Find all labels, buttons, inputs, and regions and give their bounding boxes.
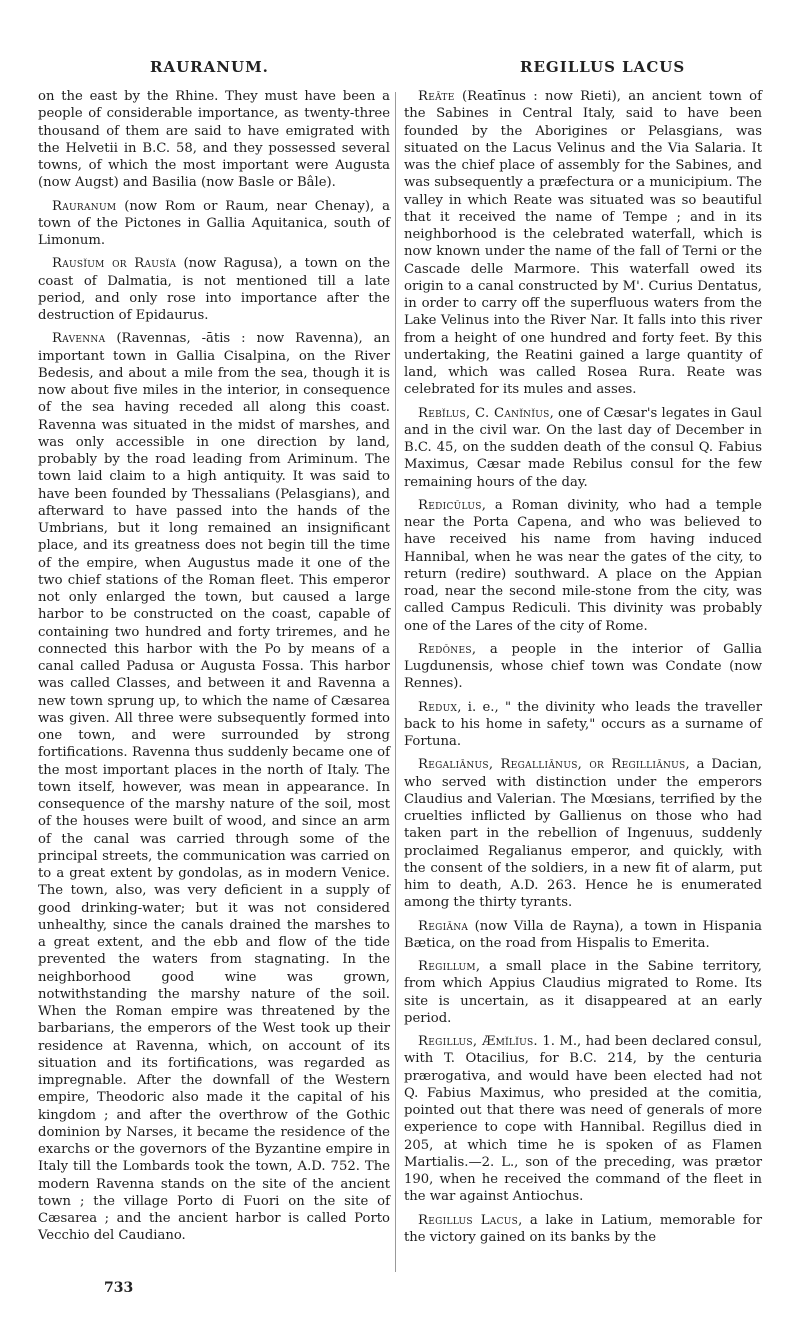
entry-headword: Ravenna	[52, 331, 106, 347]
entry-headword: Regaliānus, Regalliānus, or Regilliānus	[418, 757, 686, 773]
entry-headword: Redux	[418, 699, 458, 715]
entry-text: a Dacian, who served with distinction under the emperors Claudius and Valerian. The Mœsians, terrified by the cruelties inflicted by Gallienus on those who had taken part in the rebellion of Ingenuus, suddenly proclaimed Regalianus emperor, and quickly, with the consent of the soldiers, in a new fit of alarm, put him to death, A.D. 263. Hence he is enumerated among the thirty tyrants.	[404, 757, 763, 911]
entry-text: a lake in Latium, memorable for the victory gained on its banks by the	[404, 1212, 762, 1245]
entry: Rebĭlus, C. Canĭnĭus, one of Cæsar's legates in Gaul and in the civil war. On the last day of December in B.C. 45, on the sudden death of the consul Q. Fabius Maximus, Cæsar made Rebilus consul for the few remaining hours of the day.	[404, 405, 762, 490]
entry-headword: Regillus, Æmĭlĭus.	[418, 1034, 538, 1049]
entry	[38, 198, 390, 250]
entry-text: a Roman divinity, who had a temple near the Porta Capena, and who was believed to have received his name from having induced Hannibal, when he was near the gates of the city, to return (redire) southward. A place on the Appian road, near the second mile-stone from the city, was called Campus Rediculi. This divinity was probably one of the Lares of the city of Rome.	[404, 497, 762, 634]
entry	[38, 255, 390, 324]
entry-text: 1. M., had been declared consul, with T. Otacilius, for B.C. 214, by the centuria prærogativa, and would have been elected had not Q. Fabius Maximus, who presided at the comitia, pointed out that there was need of generals of more experience to cope with Hannibal. Regillus died in 205, at which time he is spoken of as Flamen Martialis.—2. L., son of the preceding, was prætor 190, when he received the command of the fleet in the war against Antiochus.	[404, 1034, 762, 1205]
entry-text: one of Cæsar's legates in Gaul and in the civil war. On the last day of December in B.C. 45, on the sudden death of the consul Q. Fabius Maximus, Cæsar made Rebilus consul for the few remaining hours of the day.	[404, 405, 762, 490]
entry-text: i. e., " the divinity who leads the traveller back to his home in safety," occurs as a surname of Fortuna.	[404, 699, 762, 749]
entry-text: a small place in the Sabine territory, from which Appius Claudius migrated to Rome. Its site is uncertain, as it disappeared at an early period.	[404, 959, 762, 1026]
entry: Regillus Lacus, a lake in Latium, memorable for the victory gained on its banks by the	[404, 1212, 762, 1245]
entry-text: (now Ragusa), a town on the coast of Dalmatia, is not mentioned till a late period, and only rose into importance after the destruction of Epidaurus.	[38, 256, 390, 323]
entry-headword: Redŏnes	[418, 641, 472, 657]
entry-headword: Redicŭlus	[418, 497, 482, 513]
entry-headword: Reāte	[418, 89, 455, 104]
entry-text: on the east by the Rhine. They must have been a people of considerable importance, as twenty-three thousand of them are said to have emigrated with the Helvetii in B.C. 58, and they possessed several towns, of which the most important were Augusta (now Augst) and Basilia (now Basle or Bâle).	[38, 89, 390, 191]
entry: Redŏnes, a people in the interior of Gallia Lugdunensis, whose chief town was Condate (now Rennes).	[404, 641, 762, 692]
header-left: RAURANUM.	[150, 58, 269, 76]
entry	[404, 1033, 762, 1206]
entry: Redux, i. e., " the divinity who leads the traveller back to his home in safety," occurs as a surname of Fortuna.	[404, 699, 762, 749]
entry-headword: Rebĭlus, C. Canĭnĭus	[418, 405, 550, 421]
entry-headword: Regillum	[418, 959, 476, 974]
entry-text: (Reatīnus : now Rieti), an ancient town of the Sabines in Central Italy, said to have been founded by the Aborigines or Pelasgians, was situated on the Lacus Velinus and the Via Salaria. It was the chief place of assembly for the Sabines, and was subsequently a præfectura or a municipium. The valley in which Reate was situated was so beautiful that it received the name of Tempe ; and in its neighborhood is the celebrated waterfall, which is now known under the name of the fall of Terni or the Cascade delle Marmore. This waterfall owed its origin to a canal constructed by M'. Curius Dentatus, in order to carry off the superfluous waters from the Lake Velinus into the River Nar. It falls into this river from a height of one hundred and forty feet. By this undertaking, the Reatini gained a large quantity of land, which was called Rosea Rura. Reate was celebrated for its mules and asses.	[404, 89, 762, 398]
running-header	[0, 58, 800, 84]
right-column	[404, 88, 762, 1252]
left-column	[38, 88, 390, 1251]
entry-text: a people in the interior of Gallia Lugdunensis, whose chief town was Condate (now Rennes).	[404, 641, 762, 692]
entry	[404, 918, 762, 953]
entry-headword: Regiāna	[418, 918, 469, 934]
entry-text: (Ravennas, -ātis : now Ravenna), an important town in Gallia Cisalpina, on the River Bedesis, and about a mile from the sea, though it is now about five miles in the interior, in consequence of the sea having receded all along this coast. Ravenna was situated in the midst of marshes, and was only accessible in one direction by land, probably by the road leading from Ariminum. The town laid claim to a high antiquity. It was said to have been founded by Thessalians (Pelasgians), and afterward to have passed into the hands of the Umbrians, but it long remained an insignificant place, and its greatness does not begin till the time of the empire, when Augustus made it one of the two chief stations of the Roman fleet. This emperor not only enlarged the town, but caused a large harbor to be constructed on the coast, capable of containing two hundred and forty triremes, and he connected this harbor with the Po by means of a canal called Padusa or Augusta Fossa. This harbor was called Classes, and between it and Ravenna a new town sprung up, to which the name of Cæsarea was given. All three were subsequently formed into one town, and were surrounded by strong fortifications. Ravenna thus suddenly became one of the most important places in the north of Italy. The town itself, however, was mean in appearance. In consequence of the marshy nature of the soil, most of the houses were built of wood, and since an arm of the canal was carried through some of the principal streets, the communication was carried on to a great extent by gondolas, as in modern Venice. The town, also, was very deficient in a supply of good drinking-water; but it was not considered unhealthy, since the canals drained the marshes to a great extent, and the ebb and flow of the tide prevented the waters from stagnating. In the neighborhood good wine was grown, notwithstanding the marshy nature of the soil. When the Roman empire was threatened by the barbarians, the emperors of the West took up their residence at Ravenna, which, on account of its situation and its fortifications, was regarded as impregnable. After the downfall of the Western empire, Theodoric also made it the capital of his kingdom ; and after the overthrow of the Gothic dominion by Narses, it became the residence of the exarchs or the governors of the Byzantine empire in Italy till the Lombards took the town, A.D. 752. The modern Ravenna stands on the site of the ancient town ; the village Porto di Fuori on the site of Cæsarea ; and the ancient harbor is called Porto Vecchio del Caudiano.	[38, 331, 390, 1244]
entry-text: (now Rom or Raum, near Chenay), a town of the Pictones in Gallia Aquitanica, south of Limonum.	[38, 198, 390, 248]
entry: Redicŭlus, a Roman divinity, who had a temple near the Porta Capena, and who was believed to have received his name from having induced Hannibal, when he was near the gates of the city, to return (redire) southward. A place on the Appian road, near the second mile-stone from the city, was called Campus Rediculi. This divinity was probably one of the Lares of the city of Rome.	[404, 497, 762, 634]
header-right: REGILLUS LACUS	[520, 58, 686, 76]
entry-headword: Regillus Lacus	[418, 1212, 519, 1228]
column-divider	[395, 92, 396, 1272]
entry-headword: Rausĭum or Rausĭa	[52, 256, 177, 272]
entry-text: (now Villa de Rayna), a town in Hispania Bætica, on the road from Hispalis to Emerita.	[404, 918, 762, 951]
entry: Regaliānus, Regalliānus, or Regilliānus, a Dacian, who served with distinction under the emperors Claudius and Valerian. The Mœsians, terrified by the cruelties inflicted by Gallienus on those who had taken part in the rebellion of Ingenuus, suddenly proclaimed Regalianus emperor, and quickly, with the consent of the soldiers, in a new fit of alarm, put him to death, A.D. 263. Hence he is enumerated among the thirty tyrants.	[404, 757, 763, 911]
entry	[404, 88, 762, 399]
entry	[38, 330, 390, 1244]
entry-headword: Rauranum	[52, 198, 117, 214]
page-number: 733	[104, 1280, 134, 1296]
entry: Regillum, a small place in the Sabine territory, from which Appius Claudius migrated to Rome. Its site is uncertain, as it disappeared at an early period.	[404, 959, 762, 1026]
entry	[38, 88, 390, 192]
